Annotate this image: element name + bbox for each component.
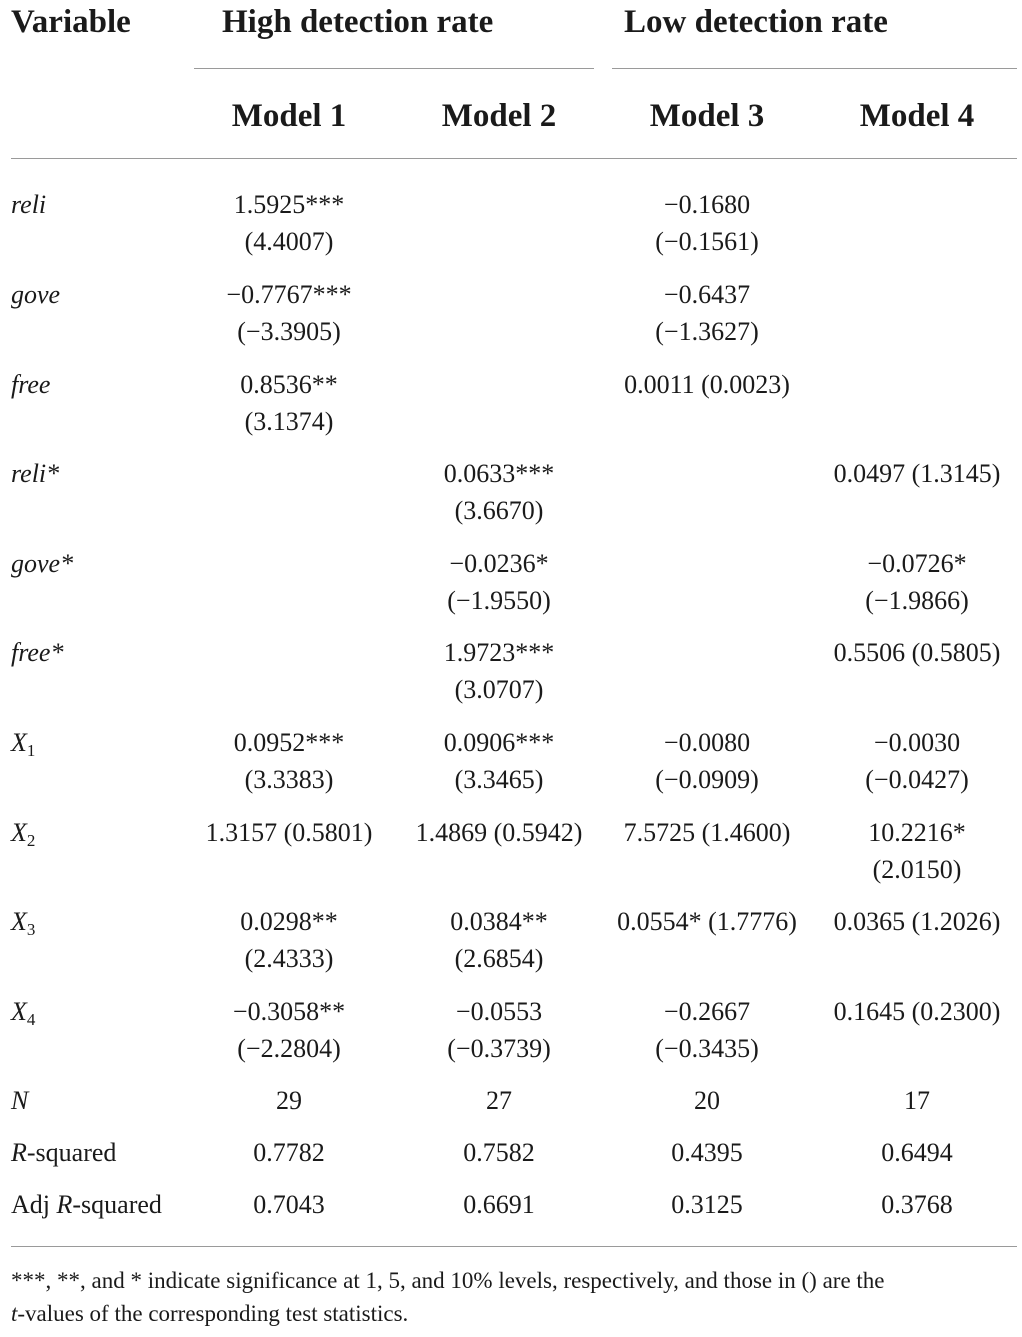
row-label-adj-r-squared: Adj R-squared (11, 1190, 162, 1219)
table-cell (604, 186, 810, 260)
cell-line: 0.0497 (1.3145) (833, 459, 1001, 488)
cell-line: (3.0707) (454, 675, 544, 704)
cell-line: 20 (694, 1086, 720, 1115)
cell-line: −0.0080 (663, 728, 751, 757)
table-cell (186, 366, 392, 440)
cell-line: (−1.3627) (655, 317, 759, 346)
cell-line: 0.0906*** (443, 728, 555, 757)
table-cell (814, 1082, 1020, 1119)
table-cell (814, 455, 1020, 492)
cell-line: (−2.2804) (237, 1034, 341, 1063)
group-underline-low (612, 68, 1017, 69)
cell-line: 0.3768 (881, 1190, 953, 1219)
table-cell (604, 903, 810, 940)
model-header-1: Model 1 (231, 98, 347, 134)
group-header-low-detection: Low detection rate (624, 4, 888, 40)
table-cell (396, 1186, 602, 1223)
cell-line: (−3.3905) (237, 317, 341, 346)
cell-line: −0.0030 (873, 728, 961, 757)
cell-line: (3.6670) (454, 496, 544, 525)
table-cell (396, 634, 602, 708)
cell-line: 0.0952*** (233, 728, 345, 757)
cell-line: 0.5506 (0.5805) (833, 638, 1001, 667)
table-cell (604, 724, 810, 798)
cell-line: 0.7582 (463, 1138, 535, 1167)
cell-line: 0.4395 (671, 1138, 743, 1167)
cell-line: (−0.0427) (865, 765, 969, 794)
table-cell (186, 276, 392, 350)
cell-line: −0.2667 (663, 997, 751, 1026)
cell-line: −0.6437 (663, 280, 751, 309)
cell-line: 0.0298** (240, 907, 338, 936)
row-label-gove: gove (11, 280, 61, 309)
table-cell (186, 903, 392, 977)
group-underline-high (194, 68, 594, 69)
cell-line: −0.0553 (455, 997, 543, 1026)
table-cell (604, 993, 810, 1067)
cell-line: 10.2216* (868, 818, 966, 847)
cell-line: (3.3383) (244, 765, 334, 794)
cell-line: 0.0633*** (443, 459, 555, 488)
table-cell (604, 1082, 810, 1119)
table-cell (814, 1186, 1020, 1223)
cell-line: 0.0011 (0.0023) (624, 370, 790, 399)
cell-line: 1.5925*** (233, 190, 345, 219)
cell-line: −0.7767*** (226, 280, 352, 309)
cell-line: −0.0236* (449, 549, 549, 578)
cell-line: 0.6494 (881, 1138, 953, 1167)
table-bottom-rule (11, 1246, 1017, 1247)
table-cell (396, 993, 602, 1067)
cell-line: (−0.3739) (447, 1034, 551, 1063)
row-label-n: N (11, 1086, 29, 1115)
cell-line: (−1.9866) (865, 586, 969, 615)
cell-line: 0.6691 (463, 1190, 535, 1219)
table-cell (814, 724, 1020, 798)
table-cell (814, 1134, 1020, 1171)
footnote (11, 1264, 1019, 1330)
table-cell (396, 545, 602, 619)
cell-line: (4.4007) (244, 227, 334, 256)
model-header-2: Model 2 (441, 98, 557, 134)
cell-line: 0.7782 (253, 1138, 325, 1167)
column-header-variable: Variable (11, 4, 131, 40)
table-cell (814, 814, 1020, 888)
table-cell (186, 1186, 392, 1223)
row-label-gove-star: gove* (11, 549, 74, 578)
table-cell (814, 903, 1020, 940)
table-cell (396, 1082, 602, 1119)
cell-line: (−0.1561) (655, 227, 759, 256)
table-cell (186, 1082, 392, 1119)
row-label-reli-star: reli* (11, 459, 60, 488)
cell-line: 0.0365 (1.2026) (833, 907, 1001, 936)
header-bottom-rule (11, 158, 1017, 159)
row-label-reli: reli (11, 190, 47, 219)
cell-line: −0.1680 (663, 190, 751, 219)
table-cell (604, 366, 810, 403)
row-label-free-star: free* (11, 638, 64, 667)
cell-line: (−0.3435) (655, 1034, 759, 1063)
cell-line: 1.3157 (0.5801) (205, 818, 373, 847)
row-label-x1: $X_1$ (11, 728, 36, 760)
table-cell (814, 993, 1020, 1030)
table-cell (604, 1186, 810, 1223)
table-cell (396, 724, 602, 798)
cell-line: 0.0554* (1.7776) (617, 907, 797, 936)
row-label-r-squared: R-squared (11, 1138, 117, 1167)
table-cell (814, 634, 1020, 671)
cell-line: 27 (486, 1086, 512, 1115)
cell-line: (2.0150) (872, 855, 962, 884)
table-cell (396, 903, 602, 977)
table-cell (186, 814, 392, 851)
table-cell (396, 1134, 602, 1171)
cell-line: 1.4869 (0.5942) (415, 818, 583, 847)
row-label-x4: $X_4$ (11, 997, 36, 1029)
table-cell (186, 1134, 392, 1171)
cell-line: −0.0726* (867, 549, 967, 578)
table-cell (396, 814, 602, 851)
cell-line: 0.0384** (450, 907, 548, 936)
cell-line: 7.5725 (1.4600) (623, 818, 791, 847)
cell-line: 0.8536** (240, 370, 338, 399)
footnote-line-2: -values of the corresponding test statistics. (17, 1301, 409, 1326)
table-cell (186, 993, 392, 1067)
group-header-high-detection: High detection rate (222, 4, 494, 40)
cell-line: −0.3058** (232, 997, 346, 1026)
table-cell (186, 186, 392, 260)
cell-line: (−0.0909) (655, 765, 759, 794)
cell-line: 0.1645 (0.2300) (833, 997, 1001, 1026)
cell-line: (2.4333) (244, 944, 334, 973)
model-header-4: Model 4 (859, 98, 975, 134)
footnote-line-1: ***, **, and * indicate significance at 1, 5, and 10% levels, respectively, and those in () are the (11, 1268, 885, 1293)
table-cell (186, 724, 392, 798)
cell-line: 0.3125 (671, 1190, 743, 1219)
table-cell (604, 1134, 810, 1171)
table-cell (814, 545, 1020, 619)
cell-line: (3.3465) (454, 765, 544, 794)
cell-line: (3.1374) (244, 407, 334, 436)
cell-line: (−1.9550) (447, 586, 551, 615)
table-cell (604, 814, 810, 851)
cell-line: 17 (904, 1086, 930, 1115)
table-cell (396, 455, 602, 529)
row-label-x2: $X_2$ (11, 818, 36, 850)
table-cell (604, 276, 810, 350)
footnote-t: t (11, 1301, 18, 1326)
cell-line: 1.9723*** (443, 638, 555, 667)
cell-line: (2.6854) (454, 944, 544, 973)
row-label-x3: $X_3$ (11, 907, 36, 939)
row-label-free: free (11, 370, 51, 399)
cell-line: 0.7043 (253, 1190, 325, 1219)
cell-line: 29 (276, 1086, 302, 1115)
model-header-3: Model 3 (649, 98, 765, 134)
